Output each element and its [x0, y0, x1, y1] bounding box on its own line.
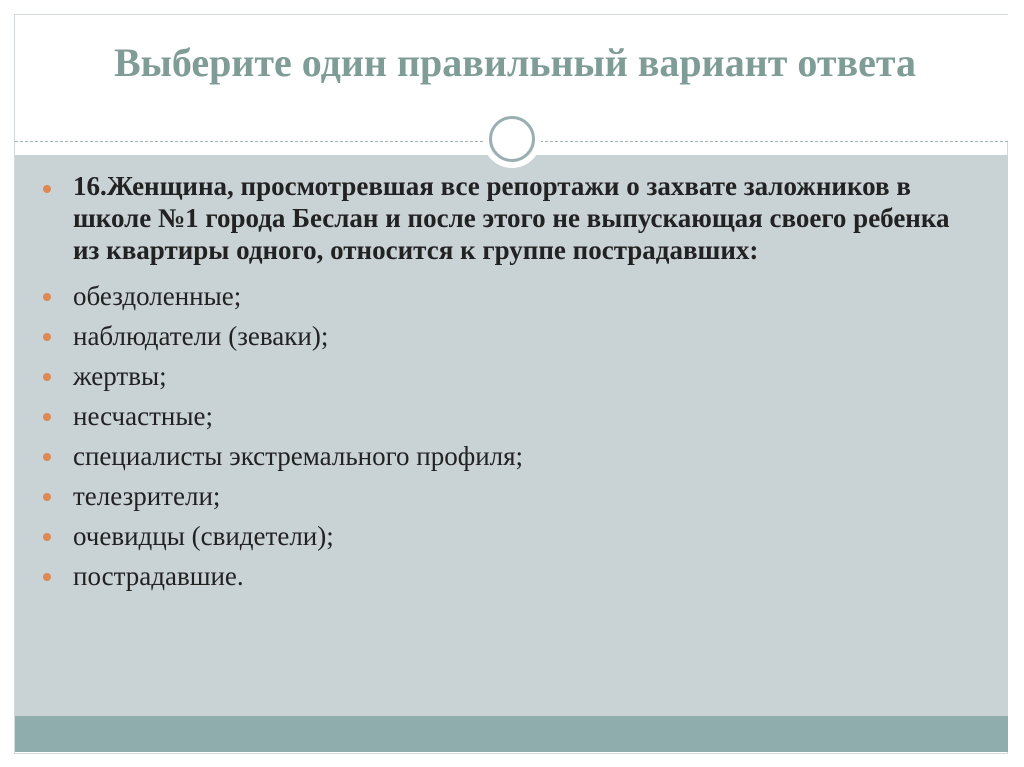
answer-option — [40, 436, 960, 476]
answer-option-label: пострадавшие. — [73, 561, 244, 591]
footer-band — [15, 716, 1008, 752]
answer-option — [40, 356, 960, 396]
bullet-icon — [43, 453, 51, 461]
answer-option — [40, 396, 960, 436]
bullet-icon — [43, 333, 51, 341]
answer-option-label: наблюдатели (зеваки); — [73, 321, 329, 351]
bullet-icon — [43, 413, 51, 421]
answer-option — [40, 556, 960, 596]
question-text-item — [40, 170, 960, 266]
answer-option-label: несчастные; — [73, 401, 213, 431]
circle-ring-icon — [483, 110, 541, 168]
bullet-icon — [43, 185, 51, 193]
bullet-icon — [43, 293, 51, 301]
answer-option — [40, 316, 960, 356]
slide-title: Выберите один правильный вариант ответа — [113, 40, 917, 85]
answer-option-label: жертвы; — [73, 361, 167, 391]
answer-option — [40, 476, 960, 516]
answer-option-label: очевидцы (свидетели); — [73, 521, 334, 551]
question-list — [40, 170, 960, 596]
circle-ring-inner — [489, 116, 535, 162]
bullet-icon — [43, 493, 51, 501]
answer-option — [40, 276, 960, 316]
question-text: 16.Женщина, просмотревшая все репортажи о захвате заложников в школе №1 города Беслан и после этого не выпускающая своего ребенка из квартиры одного, относится к группе пострадавших: — [73, 171, 950, 265]
answer-option-label: телезрители; — [73, 481, 221, 511]
answer-option — [40, 516, 960, 556]
bullet-icon — [43, 573, 51, 581]
answer-option-label: специалисты экстремального профиля; — [73, 441, 524, 471]
bullet-icon — [43, 533, 51, 541]
answer-option-label: обездоленные; — [73, 281, 242, 311]
bullet-icon — [43, 373, 51, 381]
